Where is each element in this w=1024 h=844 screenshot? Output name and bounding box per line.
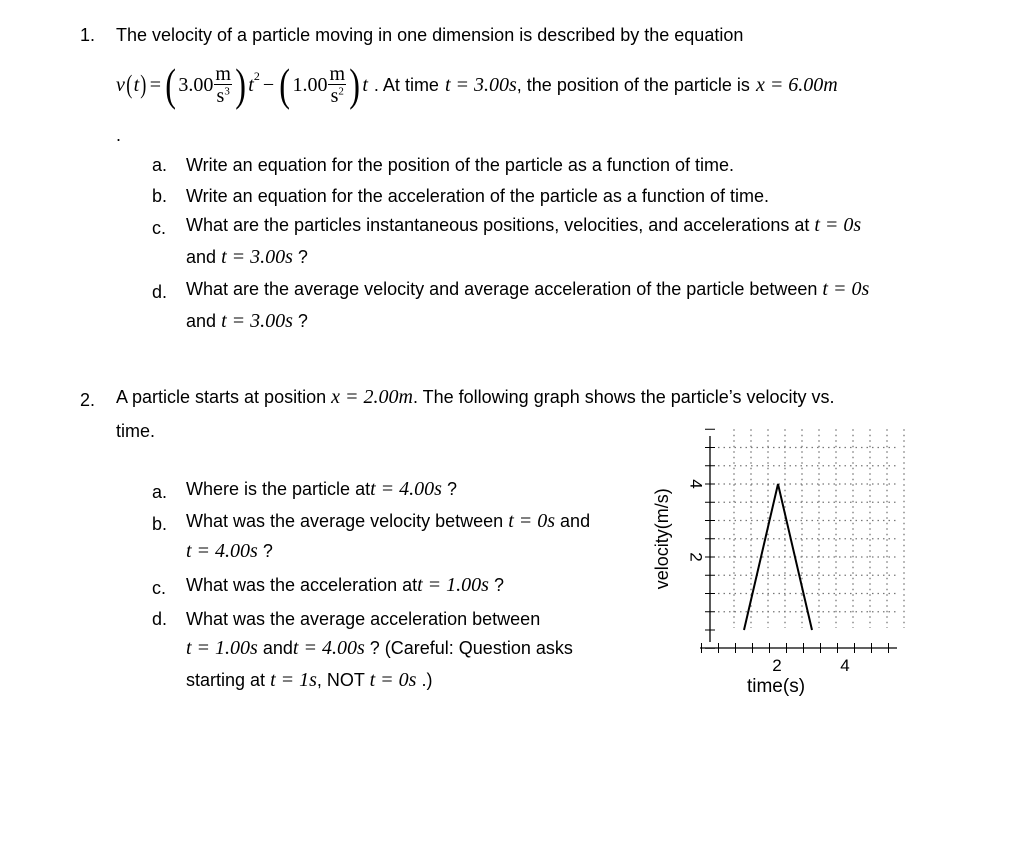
q1-intro: The velocity of a particle moving in one dimension is described by the equation	[116, 25, 744, 45]
q1-part-c-m1: t = 0s	[814, 214, 862, 236]
q1-part-a-text: Write an equation for the position of the particle as a function of time.	[186, 155, 734, 175]
q2-part-c-text: What was the acceleration at	[186, 575, 418, 595]
q1-part-d-label: d.	[152, 282, 168, 302]
q2-part-b-text2: and	[560, 511, 591, 531]
eq-equals: =	[149, 73, 162, 96]
eq-paren: )	[140, 70, 147, 99]
q2-part-c-m1: t = 1.00s	[417, 574, 489, 596]
q1-part-a-label: a.	[152, 155, 168, 175]
q1-part-b-text: Write an equation for the acceleration of the particle as a function of time.	[186, 186, 769, 206]
q1-part-c-label: c.	[152, 218, 167, 238]
q2-part-d-text: What was the average acceleration between	[186, 609, 541, 629]
q1-number: 1.	[80, 25, 96, 45]
q2-part-a-text: Where is the particle at	[186, 479, 371, 499]
y-tick-label: 2	[686, 552, 706, 562]
eq-paren: (	[126, 70, 133, 99]
q2-part-c-end: ?	[493, 575, 504, 595]
eq-unit2	[328, 64, 346, 106]
q2-part-d-text3: ? (Careful: Question asks	[369, 638, 573, 658]
q2-part-d-m2: t = 4.00s	[292, 637, 365, 659]
eq-c1: 3.00	[178, 73, 214, 96]
eq-t: t	[133, 73, 140, 96]
eq-paren: (	[165, 59, 177, 110]
q2-part-a-label: a.	[152, 482, 168, 502]
q2-part-c-label: c.	[152, 578, 167, 598]
q2-part-d-text2: and	[262, 638, 293, 658]
q1-part-d-line2	[186, 310, 308, 333]
q2-part-a-m1: t = 4.00s	[370, 478, 442, 500]
q2-intro-line2: time.	[116, 421, 156, 441]
q2-part-d-line2	[186, 637, 573, 660]
q1-part-d-text: What are the average velocity and average acceleration of the particle between	[186, 279, 818, 299]
q2-number: 2.	[80, 390, 96, 410]
eq-unit1	[214, 64, 232, 106]
y-tick-label: 4	[686, 479, 706, 489]
x-tick-label: 2	[772, 656, 782, 675]
q2-part-d-label: d.	[152, 609, 168, 629]
q2-part-d-line3b: , NOT	[316, 670, 365, 690]
q2-part-b-label: b.	[152, 514, 168, 534]
eq-minus: −	[262, 73, 275, 96]
q2-part-b-line1	[186, 510, 590, 533]
q2-part-d-line3	[186, 669, 432, 692]
eq-unit2-num: m	[329, 63, 346, 85]
q1-part-c-line1	[186, 214, 861, 237]
eq-paren: (	[279, 59, 291, 110]
q1-part-b-label: b.	[152, 186, 168, 206]
q1-velocity-equation	[116, 55, 838, 115]
eq-c2: 1.00	[292, 73, 328, 96]
q1-mid-text: . At time	[373, 74, 439, 95]
q1-part-c-m2: t = 3.00s	[221, 246, 293, 268]
velocity-time-chart	[650, 428, 930, 718]
q2-part-d-line3c: .)	[421, 670, 433, 690]
q1-part-c-and: and	[186, 247, 217, 267]
q2-part-a-line	[186, 478, 457, 501]
q2-part-d-m4: t = 0s	[369, 669, 417, 691]
eq-unit2-den: s	[330, 85, 339, 107]
x-tick-label: 4	[840, 656, 850, 675]
q1-part-c-text: What are the particles instantaneous positions, velocities, and accelerations at	[186, 215, 810, 235]
q2-part-d-line3a: starting at	[186, 670, 266, 690]
x-axis-label: time(s)	[746, 676, 806, 697]
eq-v: v	[116, 73, 125, 96]
eq-unit1-exp: 3	[224, 85, 230, 98]
q1-pos-expr: x = 6.00m	[755, 73, 838, 96]
eq-unit2-exp: 2	[338, 85, 344, 98]
q2-intro-line1	[116, 386, 835, 409]
q1-part-c-line2	[186, 246, 308, 269]
eq-paren: )	[235, 59, 246, 110]
q1-mid-text2: , the position of the particle is	[516, 74, 750, 95]
q2-part-d-m1: t = 1.00s	[186, 637, 258, 659]
q2-intro: A particle starts at position	[116, 387, 327, 407]
q2-part-b-line2	[186, 540, 273, 563]
q1-time-expr: t = 3.00s	[444, 73, 517, 96]
q2-intro-math: x = 2.00m	[331, 386, 413, 408]
eq-unit1-num: m	[215, 63, 231, 85]
q1-dot: .	[116, 125, 122, 145]
q2-part-b-m1: t = 0s	[508, 510, 556, 532]
q1-part-d-end: ?	[297, 311, 308, 331]
q2-part-a-end: ?	[446, 479, 457, 499]
q2-part-b-text: What was the average velocity between	[186, 511, 504, 531]
eq-unit1-den: s	[216, 85, 225, 107]
y-axis-label: velocity(m/s)	[652, 488, 672, 590]
q1-part-d-m2: t = 3.00s	[221, 310, 293, 332]
eq-paren: )	[349, 59, 361, 110]
q1-part-d-and: and	[186, 311, 217, 331]
q2-intro2: . The following graph shows the particle’s velocity vs.	[412, 387, 835, 407]
q1-part-d-m1: t = 0s	[822, 278, 870, 300]
eq-t2: t	[248, 73, 254, 96]
q1-part-c-end: ?	[297, 247, 308, 267]
eq-t2-exp: 2	[253, 69, 260, 83]
q2-part-b-m2: t = 4.00s	[186, 540, 258, 562]
eq-t1: t	[362, 73, 368, 96]
q2-part-d-m3: t = 1s	[270, 669, 317, 691]
q2-part-c-line	[186, 574, 504, 597]
q2-part-b-end: ?	[262, 541, 273, 561]
q1-part-d-line1	[186, 278, 869, 301]
